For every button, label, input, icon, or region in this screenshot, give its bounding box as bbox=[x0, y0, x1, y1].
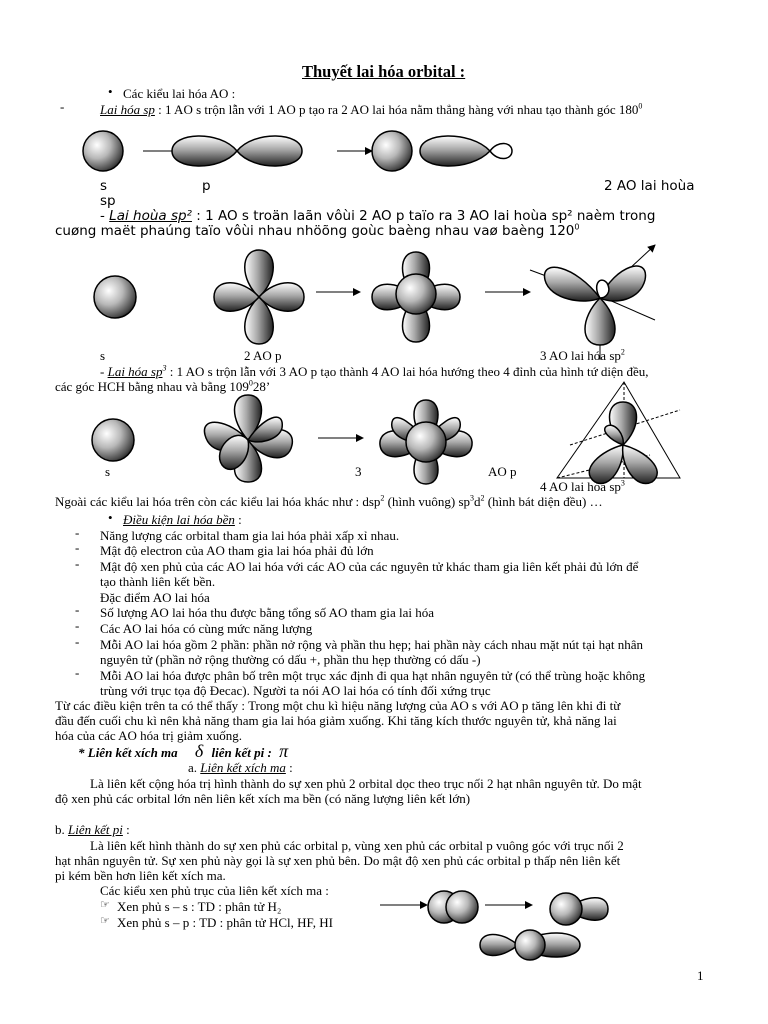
sp2-term: Lai hoùa sp² bbox=[109, 208, 192, 224]
condition-item: Mỗi AO lai hóa gồm 2 phần: phần nở rộng và phần thu hẹp; hai phần này cách nhau mặt nút tại hạt nhân bbox=[100, 637, 643, 652]
sigma-text: độ xen phủ các orbital lớn nên liên kết xích ma bền (có năng lượng liên kết lớn) bbox=[55, 791, 471, 806]
overlap-item: Xen phủ s – s : TD : phân tử H₂ bbox=[117, 899, 282, 914]
sp2-label-s: s bbox=[100, 348, 106, 363]
sp2-desc: : 1 AO s troän laãn vôùi 2 AO p taïo ra 3 AO lai hoùa sp² naèm trong bbox=[191, 208, 656, 224]
paragraph-line: đầu đến cuối chu kì nên khả năng tham gia lai hóa giảm xuống. Khi tăng kích thước nguyên tử, khả năng lai bbox=[55, 713, 617, 728]
pi-text: hạt nhân nguyên tử. Sự xen phủ này gọi là sự xen phủ bên. Do mật độ xen phủ các orbital p thấp nên liên kết bbox=[55, 853, 621, 868]
sp-label-result: 2 AO lai hoùa bbox=[604, 178, 695, 194]
condition-item: tạo thành liên kết bền. bbox=[100, 574, 216, 589]
disc-bullet-icon: • bbox=[108, 510, 113, 525]
condition-item: nguyên tử (phần nở rộng thường có dấu +, phần thu hẹp thường có dấu -) bbox=[100, 652, 481, 667]
sp3-line: - Lai hóa $sp^3$ : 1 AO s trộn lẫn với 3 AO p tạo thành 4 AO lai hóa hướng theo 4 đỉnh của hình tứ diện đều, bbox=[100, 363, 649, 379]
dash-bullet-icon: - bbox=[75, 540, 80, 555]
disc-bullet-icon: • bbox=[108, 84, 113, 99]
paragraph-line: Từ các điều kiện trên ta có thể thấy : Trong một chu kì hiệu năng lượng của AO s với AO p tăng lên khi đi từ bbox=[55, 698, 621, 713]
overlap-intro: Các kiểu xen phủ trục của liên kết xích ma : bbox=[100, 883, 329, 898]
overlap-item: Xen phủ s – p : TD : phân tử HCl, HF, HI bbox=[117, 915, 333, 930]
sp2-label-p: 2 AO p bbox=[244, 348, 282, 363]
page-title: Thuyết lai hóa orbital : bbox=[302, 62, 466, 81]
condition-item: Đặc điểm AO lai hóa bbox=[100, 590, 210, 605]
paragraph-line: hóa của các AO hóa trị giảm xuống. bbox=[55, 728, 242, 743]
delta-symbol: δ bbox=[194, 741, 204, 761]
sp2-line-2: cuøng maët phaúng taïo vôùi nhau nhöõng goùc baèng nhau vaø baèng $120^0$ bbox=[55, 222, 580, 239]
pi-heading: b. Liên kết pi : bbox=[55, 822, 130, 837]
sp3-line-2: các góc HCH bằng nhau và bằng $109^028$’ bbox=[55, 378, 271, 394]
sp3-label-s: s bbox=[105, 464, 111, 479]
sp-label-p: p bbox=[202, 178, 211, 194]
dash-bullet-icon: - bbox=[75, 556, 80, 571]
sp-label-result-2: sp bbox=[100, 193, 116, 209]
condition-item: Các AO lai hóa có cùng mức năng lượng bbox=[100, 621, 313, 636]
conditions-heading: Điều kiện lai hóa bền : bbox=[123, 512, 242, 527]
sp2-line: - Lai hoùa sp² : 1 AO s troän laãn vôùi 2 AO p taïo ra 3 AO lai hoùa sp² naèm trong bbox=[100, 208, 656, 224]
sp3-term: Lai hóa sp bbox=[107, 364, 163, 379]
pi-text: Là liên kết hình thành do sự xen phủ các orbital p, vùng xen phủ các orbital p vuông góc với trục nối 2 bbox=[90, 838, 624, 853]
pi-symbol: π bbox=[279, 741, 289, 761]
sp-desc: : 1 AO s trộn lẫn với 1 AO p tạo ra 2 AO lai hóa nằm thẳng hàng với nhau tạo thành góc 180 bbox=[154, 102, 639, 117]
sp3-desc: : 1 AO s trộn lẫn với 3 AO p tạo thành 4 AO lai hóa hướng theo 4 đỉnh của hình tứ diện đều, bbox=[166, 364, 649, 379]
dash-bullet-icon: - bbox=[75, 634, 80, 649]
sp3-label-3: 3 bbox=[355, 464, 362, 479]
bond-heading: * Liên kết xích ma δ liên kết pi : π bbox=[78, 741, 289, 761]
h2-molecule bbox=[550, 893, 608, 925]
condition-item: Mật độ xen phủ của các AO lai hóa với các AO của các nguyên tử khác tham gia liên kết phải đủ lớn để bbox=[100, 559, 639, 574]
hand-pointer-icon: ☞ bbox=[100, 899, 110, 911]
sigma-text: Là liên kết cộng hóa trị hình thành do sự xen phủ 2 orbital dọc theo trục nối 2 hạt nhân nguyên tử. Do mật bbox=[90, 776, 642, 791]
s-s-overlap bbox=[428, 891, 478, 923]
condition-item: Năng lượng các orbital tham gia lai hóa phải xấp xỉ nhau. bbox=[100, 528, 400, 543]
sigma-heading: a. Liên kết xích ma : bbox=[188, 760, 293, 775]
condition-item: Mỗi AO lai hóa được phân bố trên một trục xác định đi qua hạt nhân nguyên tử (có thể trùng hoặc không bbox=[100, 668, 646, 683]
hand-pointer-icon: ☞ bbox=[100, 915, 110, 927]
dash-bullet-icon: - bbox=[60, 99, 65, 114]
condition-item: Mật độ electron của AO tham gia lai hóa phải đủ lớn bbox=[100, 543, 374, 558]
dash-bullet-icon: - bbox=[75, 618, 80, 633]
sp-term: Lai hóa sp bbox=[100, 102, 155, 117]
sp3-label-result: 4 AO lai hóa $sp^3$ bbox=[540, 478, 625, 494]
sp3-label-p: AO p bbox=[488, 464, 517, 479]
condition-item: Số lượng AO lai hóa thu được bằng tổng số AO tham gia lai hóa bbox=[100, 605, 435, 620]
s-p-overlap bbox=[480, 930, 580, 960]
page-number: 1 bbox=[697, 968, 704, 983]
intro-text: Các kiểu lai hóa AO : bbox=[123, 86, 236, 101]
dash-bullet-icon: - bbox=[75, 525, 80, 540]
dash-bullet-icon: - bbox=[75, 602, 80, 617]
sp-degree: 0 bbox=[638, 101, 643, 111]
pi-text: pi kém bền hơn liên kết xích ma. bbox=[55, 868, 226, 883]
other-hybridizations: Ngoài các kiểu lai hóa trên còn các kiểu lai hóa khác như : dsp$^2$ (hình vuông) $sp^3d^2$ (hình bát diện đều) … bbox=[55, 493, 603, 509]
sp2-label-result: 3 AO lai hóa $sp^2$ bbox=[540, 347, 625, 363]
sp-label-s: s bbox=[100, 178, 108, 194]
dash-bullet-icon: - bbox=[75, 665, 80, 680]
condition-item: trùng với trục tọa độ Đecac). Người ta nói AO lai hóa có tính đối xứng trục bbox=[100, 683, 491, 698]
